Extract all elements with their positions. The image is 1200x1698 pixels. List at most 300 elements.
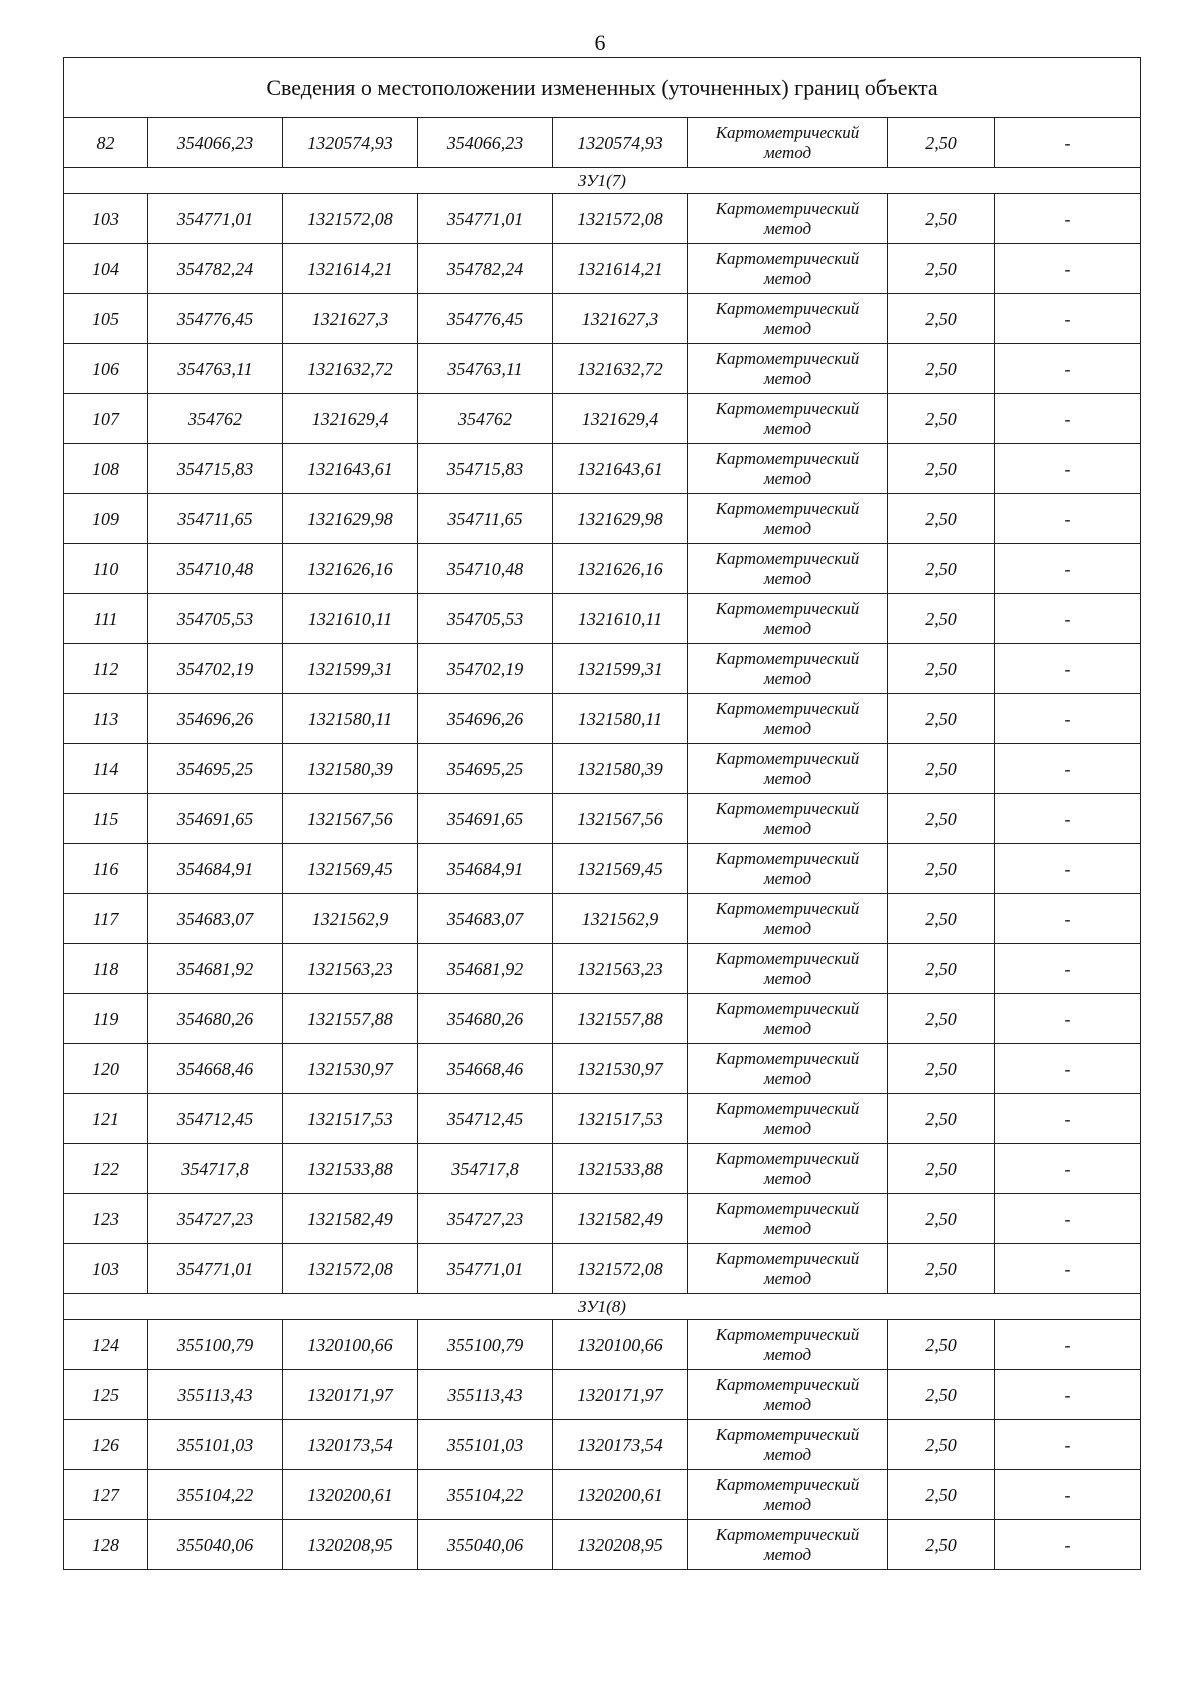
existing-y-cell: 1321629,98 (283, 494, 418, 544)
accuracy-cell: 2,50 (888, 694, 995, 744)
description-cell: - (995, 594, 1141, 644)
method-line-1: Картометрический (715, 1524, 860, 1544)
description-cell: - (995, 1320, 1141, 1370)
accuracy-cell: 2,50 (888, 1320, 995, 1370)
method-cell (688, 494, 888, 544)
updated-x-cell: 354712,45 (418, 1094, 553, 1144)
updated-x-cell: 354680,26 (418, 994, 553, 1044)
accuracy-cell: 2,50 (888, 1420, 995, 1470)
method-cell (688, 344, 888, 394)
section-row (64, 1294, 1141, 1320)
accuracy-cell: 2,50 (888, 1520, 995, 1570)
method-line-2: метод (763, 718, 812, 738)
existing-x-cell: 354711,65 (148, 494, 283, 544)
accuracy-cell: 2,50 (888, 1044, 995, 1094)
updated-y-cell: 1320574,93 (553, 118, 688, 168)
accuracy-cell: 2,50 (888, 494, 995, 544)
method-line-1: Картометрический (715, 598, 860, 618)
section-label: ЗУ1(8) (64, 1294, 1141, 1320)
existing-x-cell: 354684,91 (148, 844, 283, 894)
method-line-2: метод (763, 568, 812, 588)
existing-y-cell: 1321627,3 (283, 294, 418, 344)
updated-x-cell: 355100,79 (418, 1320, 553, 1370)
updated-y-cell: 1321563,23 (553, 944, 688, 994)
point-number-cell: 128 (64, 1520, 148, 1570)
method-cell (688, 694, 888, 744)
point-number-cell: 121 (64, 1094, 148, 1144)
method-line-2: метод (763, 1444, 812, 1464)
section-label: ЗУ1(7) (64, 168, 1141, 194)
method-line-1: Картометрический (715, 998, 860, 1018)
updated-y-cell: 1321572,08 (553, 194, 688, 244)
method-line-1: Картометрический (715, 1474, 860, 1494)
updated-y-cell: 1321610,11 (553, 594, 688, 644)
method-line-1: Картометрический (715, 122, 860, 142)
updated-x-cell: 354711,65 (418, 494, 553, 544)
description-cell: - (995, 444, 1141, 494)
method-line-2: метод (763, 1494, 812, 1514)
point-number-cell: 124 (64, 1320, 148, 1370)
existing-x-cell: 354782,24 (148, 244, 283, 294)
existing-y-cell: 1321563,23 (283, 944, 418, 994)
table-body (64, 58, 1141, 1570)
accuracy-cell: 2,50 (888, 644, 995, 694)
updated-y-cell: 1321530,97 (553, 1044, 688, 1094)
method-line-1: Картометрический (715, 698, 860, 718)
accuracy-cell: 2,50 (888, 994, 995, 1044)
method-cell (688, 744, 888, 794)
method-line-1: Картометрический (715, 248, 860, 268)
method-line-2: метод (763, 618, 812, 638)
accuracy-cell: 2,50 (888, 444, 995, 494)
point-number-cell: 112 (64, 644, 148, 694)
description-cell: - (995, 794, 1141, 844)
point-number-cell: 82 (64, 118, 148, 168)
table-row (64, 1420, 1141, 1470)
method-line-2: метод (763, 1344, 812, 1364)
accuracy-cell: 2,50 (888, 944, 995, 994)
updated-y-cell: 1321582,49 (553, 1194, 688, 1244)
table-row (64, 394, 1141, 444)
point-number-cell: 111 (64, 594, 148, 644)
description-cell: - (995, 544, 1141, 594)
point-number-cell: 126 (64, 1420, 148, 1470)
accuracy-cell: 2,50 (888, 844, 995, 894)
accuracy-cell: 2,50 (888, 544, 995, 594)
updated-y-cell: 1321562,9 (553, 894, 688, 944)
method-cell (688, 1470, 888, 1520)
method-line-2: метод (763, 318, 812, 338)
existing-y-cell: 1321610,11 (283, 594, 418, 644)
description-cell: - (995, 1370, 1141, 1420)
existing-x-cell: 354680,26 (148, 994, 283, 1044)
point-number-cell: 117 (64, 894, 148, 944)
method-line-1: Картометрический (715, 798, 860, 818)
existing-x-cell: 354705,53 (148, 594, 283, 644)
existing-y-cell: 1320171,97 (283, 1370, 418, 1420)
updated-y-cell: 1321569,45 (553, 844, 688, 894)
description-cell: - (995, 994, 1141, 1044)
accuracy-cell: 2,50 (888, 118, 995, 168)
method-cell (688, 594, 888, 644)
method-line-1: Картометрический (715, 348, 860, 368)
updated-y-cell: 1320171,97 (553, 1370, 688, 1420)
existing-y-cell: 1320208,95 (283, 1520, 418, 1570)
existing-x-cell: 355101,03 (148, 1420, 283, 1470)
accuracy-cell: 2,50 (888, 1144, 995, 1194)
method-line-1: Картометрический (715, 748, 860, 768)
existing-y-cell: 1320200,61 (283, 1470, 418, 1520)
existing-y-cell: 1321580,11 (283, 694, 418, 744)
accuracy-cell: 2,50 (888, 1194, 995, 1244)
existing-x-cell: 354771,01 (148, 1244, 283, 1294)
table-row (64, 1370, 1141, 1420)
description-cell: - (995, 1244, 1141, 1294)
description-cell: - (995, 118, 1141, 168)
updated-y-cell: 1321626,16 (553, 544, 688, 594)
method-line-1: Картометрический (715, 1198, 860, 1218)
accuracy-cell: 2,50 (888, 1370, 995, 1420)
method-line-2: метод (763, 668, 812, 688)
existing-y-cell: 1321562,9 (283, 894, 418, 944)
table-row (64, 744, 1141, 794)
updated-y-cell: 1321643,61 (553, 444, 688, 494)
existing-y-cell: 1320100,66 (283, 1320, 418, 1370)
method-line-2: метод (763, 1394, 812, 1414)
description-cell: - (995, 1044, 1141, 1094)
existing-x-cell: 354695,25 (148, 744, 283, 794)
method-cell (688, 1144, 888, 1194)
method-cell (688, 1320, 888, 1370)
existing-y-cell: 1321572,08 (283, 194, 418, 244)
method-cell (688, 1370, 888, 1420)
method-line-1: Картометрический (715, 198, 860, 218)
method-line-1: Картометрический (715, 1148, 860, 1168)
point-number-cell: 103 (64, 1244, 148, 1294)
accuracy-cell: 2,50 (888, 294, 995, 344)
accuracy-cell: 2,50 (888, 344, 995, 394)
method-line-2: метод (763, 1218, 812, 1238)
description-cell: - (995, 1470, 1141, 1520)
table-row (64, 594, 1141, 644)
method-cell (688, 244, 888, 294)
method-line-1: Картометрический (715, 848, 860, 868)
updated-x-cell: 355113,43 (418, 1370, 553, 1420)
method-line-1: Картометрический (715, 548, 860, 568)
existing-y-cell: 1321572,08 (283, 1244, 418, 1294)
existing-x-cell: 355113,43 (148, 1370, 283, 1420)
existing-y-cell: 1321626,16 (283, 544, 418, 594)
table-row (64, 1144, 1141, 1194)
updated-x-cell: 354710,48 (418, 544, 553, 594)
updated-x-cell: 354681,92 (418, 944, 553, 994)
point-number-cell: 107 (64, 394, 148, 444)
method-line-2: метод (763, 818, 812, 838)
method-line-1: Картометрический (715, 948, 860, 968)
method-cell (688, 944, 888, 994)
updated-x-cell: 354727,23 (418, 1194, 553, 1244)
method-cell (688, 644, 888, 694)
description-cell: - (995, 694, 1141, 744)
updated-y-cell: 1320100,66 (553, 1320, 688, 1370)
updated-x-cell: 354762 (418, 394, 553, 444)
point-number-cell: 114 (64, 744, 148, 794)
point-number-cell: 115 (64, 794, 148, 844)
existing-x-cell: 354681,92 (148, 944, 283, 994)
method-cell (688, 894, 888, 944)
existing-y-cell: 1321517,53 (283, 1094, 418, 1144)
existing-x-cell: 354712,45 (148, 1094, 283, 1144)
method-cell (688, 1244, 888, 1294)
point-number-cell: 108 (64, 444, 148, 494)
updated-x-cell: 354715,83 (418, 444, 553, 494)
existing-y-cell: 1321643,61 (283, 444, 418, 494)
existing-y-cell: 1321530,97 (283, 1044, 418, 1094)
accuracy-cell: 2,50 (888, 894, 995, 944)
existing-x-cell: 354066,23 (148, 118, 283, 168)
existing-x-cell: 354763,11 (148, 344, 283, 394)
updated-x-cell: 354696,26 (418, 694, 553, 744)
updated-x-cell: 354782,24 (418, 244, 553, 294)
existing-x-cell: 354762 (148, 394, 283, 444)
description-cell: - (995, 944, 1141, 994)
table-row (64, 544, 1141, 594)
method-cell (688, 844, 888, 894)
updated-x-cell: 354705,53 (418, 594, 553, 644)
method-line-1: Картометрический (715, 1424, 860, 1444)
method-line-1: Картометрический (715, 1324, 860, 1344)
table-row (64, 494, 1141, 544)
existing-x-cell: 354710,48 (148, 544, 283, 594)
description-cell: - (995, 294, 1141, 344)
table-row (64, 644, 1141, 694)
existing-y-cell: 1320574,93 (283, 118, 418, 168)
method-cell (688, 1194, 888, 1244)
updated-y-cell: 1321627,3 (553, 294, 688, 344)
description-cell: - (995, 1420, 1141, 1470)
table-row (64, 1320, 1141, 1370)
updated-x-cell: 354771,01 (418, 194, 553, 244)
table-row (64, 944, 1141, 994)
method-line-1: Картометрический (715, 648, 860, 668)
accuracy-cell: 2,50 (888, 744, 995, 794)
point-number-cell: 116 (64, 844, 148, 894)
existing-x-cell: 354683,07 (148, 894, 283, 944)
point-number-cell: 118 (64, 944, 148, 994)
description-cell: - (995, 244, 1141, 294)
accuracy-cell: 2,50 (888, 1470, 995, 1520)
table-row (64, 894, 1141, 944)
updated-y-cell: 1321572,08 (553, 1244, 688, 1294)
point-number-cell: 109 (64, 494, 148, 544)
method-line-1: Картометрический (715, 448, 860, 468)
description-cell: - (995, 1094, 1141, 1144)
updated-y-cell: 1321614,21 (553, 244, 688, 294)
accuracy-cell: 2,50 (888, 394, 995, 444)
accuracy-cell: 2,50 (888, 1244, 995, 1294)
updated-y-cell: 1321567,56 (553, 794, 688, 844)
page-number: 6 (594, 30, 606, 55)
updated-x-cell: 355104,22 (418, 1470, 553, 1520)
existing-x-cell: 354776,45 (148, 294, 283, 344)
description-cell: - (995, 344, 1141, 394)
existing-x-cell: 354715,83 (148, 444, 283, 494)
method-cell (688, 394, 888, 444)
method-cell (688, 994, 888, 1044)
method-cell (688, 118, 888, 168)
updated-y-cell: 1321517,53 (553, 1094, 688, 1144)
method-cell (688, 1044, 888, 1094)
existing-x-cell: 355104,22 (148, 1470, 283, 1520)
updated-x-cell: 354776,45 (418, 294, 553, 344)
updated-y-cell: 1321599,31 (553, 644, 688, 694)
method-line-2: метод (763, 1268, 812, 1288)
method-line-2: метод (763, 1168, 812, 1188)
description-cell: - (995, 894, 1141, 944)
method-line-2: метод (763, 1544, 812, 1564)
method-line-2: метод (763, 368, 812, 388)
method-cell (688, 794, 888, 844)
existing-x-cell: 354727,23 (148, 1194, 283, 1244)
updated-y-cell: 1321557,88 (553, 994, 688, 1044)
table-row (64, 344, 1141, 394)
table-row (64, 994, 1141, 1044)
method-line-1: Картометрический (715, 1048, 860, 1068)
description-cell: - (995, 744, 1141, 794)
method-line-2: метод (763, 768, 812, 788)
method-line-2: метод (763, 868, 812, 888)
existing-y-cell: 1321533,88 (283, 1144, 418, 1194)
updated-x-cell: 354717,8 (418, 1144, 553, 1194)
point-number-cell: 123 (64, 1194, 148, 1244)
description-cell: - (995, 1144, 1141, 1194)
point-number-cell: 104 (64, 244, 148, 294)
updated-x-cell: 355040,06 (418, 1520, 553, 1570)
method-line-1: Картометрический (715, 1098, 860, 1118)
accuracy-cell: 2,50 (888, 194, 995, 244)
existing-y-cell: 1321629,4 (283, 394, 418, 444)
description-cell: - (995, 1194, 1141, 1244)
existing-y-cell: 1321582,49 (283, 1194, 418, 1244)
existing-y-cell: 1321567,56 (283, 794, 418, 844)
method-line-2: метод (763, 1068, 812, 1088)
existing-x-cell: 354691,65 (148, 794, 283, 844)
updated-x-cell: 354683,07 (418, 894, 553, 944)
updated-y-cell: 1320200,61 (553, 1470, 688, 1520)
table-row (64, 1470, 1141, 1520)
updated-y-cell: 1320208,95 (553, 1520, 688, 1570)
method-line-2: метод (763, 468, 812, 488)
existing-y-cell: 1321614,21 (283, 244, 418, 294)
point-number-cell: 106 (64, 344, 148, 394)
updated-x-cell: 354695,25 (418, 744, 553, 794)
method-line-2: метод (763, 142, 812, 162)
point-number-cell: 110 (64, 544, 148, 594)
updated-y-cell: 1320173,54 (553, 1420, 688, 1470)
method-line-1: Картометрический (715, 1248, 860, 1268)
boundary-coordinates-table (63, 57, 1141, 1570)
accuracy-cell: 2,50 (888, 794, 995, 844)
table-row (64, 294, 1141, 344)
method-cell (688, 294, 888, 344)
method-line-1: Картометрический (715, 298, 860, 318)
method-line-2: метод (763, 268, 812, 288)
updated-x-cell: 354702,19 (418, 644, 553, 694)
method-cell (688, 1094, 888, 1144)
table-row (64, 1044, 1141, 1094)
table-title-row (64, 58, 1141, 118)
existing-x-cell: 354696,26 (148, 694, 283, 744)
point-number-cell: 105 (64, 294, 148, 344)
existing-x-cell: 355100,79 (148, 1320, 283, 1370)
updated-y-cell: 1321629,98 (553, 494, 688, 544)
method-cell (688, 1420, 888, 1470)
existing-x-cell: 355040,06 (148, 1520, 283, 1570)
accuracy-cell: 2,50 (888, 1094, 995, 1144)
table-row (64, 694, 1141, 744)
existing-x-cell: 354702,19 (148, 644, 283, 694)
table-row (64, 1520, 1141, 1570)
updated-y-cell: 1321580,39 (553, 744, 688, 794)
table-row (64, 844, 1141, 894)
updated-y-cell: 1321632,72 (553, 344, 688, 394)
table-row (64, 444, 1141, 494)
method-cell (688, 444, 888, 494)
method-line-1: Картометрический (715, 898, 860, 918)
existing-x-cell: 354771,01 (148, 194, 283, 244)
method-cell (688, 544, 888, 594)
description-cell: - (995, 194, 1141, 244)
method-line-1: Картометрический (715, 398, 860, 418)
updated-x-cell: 354066,23 (418, 118, 553, 168)
updated-y-cell: 1321580,11 (553, 694, 688, 744)
point-number-cell: 119 (64, 994, 148, 1044)
updated-y-cell: 1321629,4 (553, 394, 688, 444)
existing-x-cell: 354717,8 (148, 1144, 283, 1194)
point-number-cell: 120 (64, 1044, 148, 1094)
existing-y-cell: 1320173,54 (283, 1420, 418, 1470)
updated-x-cell: 354691,65 (418, 794, 553, 844)
method-line-2: метод (763, 968, 812, 988)
method-line-2: метод (763, 1018, 812, 1038)
table-row (64, 1244, 1141, 1294)
point-number-cell: 122 (64, 1144, 148, 1194)
updated-y-cell: 1321533,88 (553, 1144, 688, 1194)
method-line-2: метод (763, 418, 812, 438)
table-row (64, 244, 1141, 294)
method-line-2: метод (763, 518, 812, 538)
method-cell (688, 194, 888, 244)
existing-y-cell: 1321599,31 (283, 644, 418, 694)
point-number-cell: 125 (64, 1370, 148, 1420)
description-cell: - (995, 844, 1141, 894)
table-row (64, 1194, 1141, 1244)
description-cell: - (995, 494, 1141, 544)
updated-x-cell: 354668,46 (418, 1044, 553, 1094)
point-number-cell: 127 (64, 1470, 148, 1520)
description-cell: - (995, 394, 1141, 444)
table-row (64, 118, 1141, 168)
method-line-1: Картометрический (715, 498, 860, 518)
updated-x-cell: 354763,11 (418, 344, 553, 394)
existing-y-cell: 1321580,39 (283, 744, 418, 794)
updated-x-cell: 354684,91 (418, 844, 553, 894)
method-line-1: Картометрический (715, 1374, 860, 1394)
existing-y-cell: 1321569,45 (283, 844, 418, 894)
accuracy-cell: 2,50 (888, 244, 995, 294)
section-row (64, 168, 1141, 194)
accuracy-cell: 2,50 (888, 594, 995, 644)
